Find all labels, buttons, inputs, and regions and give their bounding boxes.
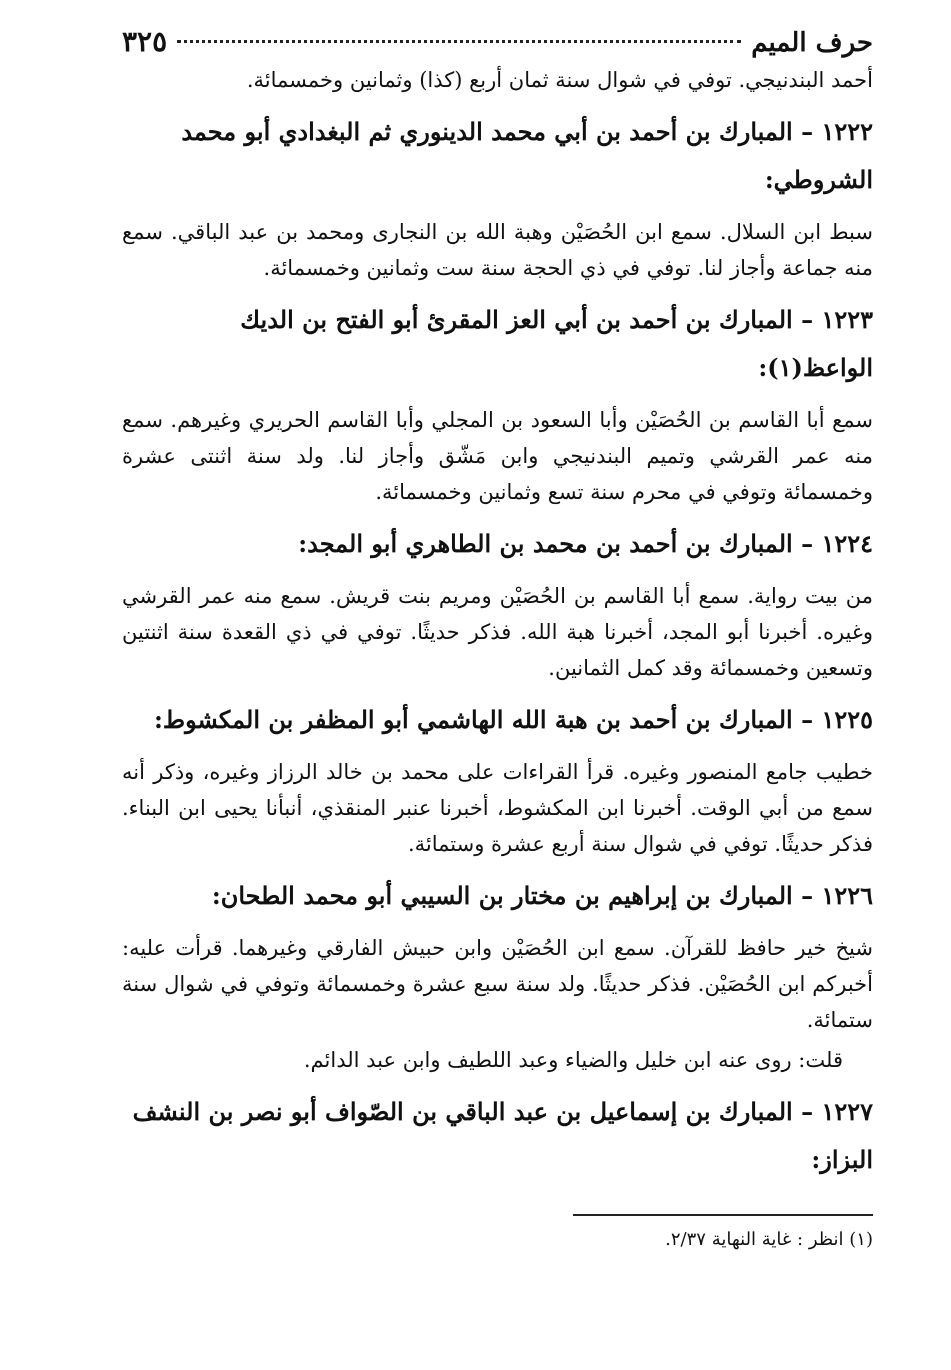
entry-body-1226: شيخ خير حافظ للقرآن. سمع ابن الحُصَيْن وابن حبيش الفارقي وغيرهما. قرأت عليه: أخبركم ابن الحُصَيْن. فذكر حديثًا. ولد سنة سبع عشرة وخمسمائة وتوفي في شوال سنة ستمائة. [122, 936, 873, 1032]
entry-heading-1227: ١٢٢٧ – المبارك بن إسماعيل بن عبد الباقي بن الصّواف أبو نصر بن النشف البزاز: [132, 1097, 873, 1174]
entry-note-1226: قلت: روى عنه ابن خليل والضياء وعبد اللطيف وابن عبد الدائم. [303, 1048, 843, 1072]
chapter-title: حرف الميم [751, 28, 873, 58]
running-header [122, 22, 873, 62]
entry-heading-1222: ١٢٢٢ – المبارك بن أحمد بن أبي محمد الدينوري ثم البغدادي أبو محمد الشروطي: [181, 117, 873, 194]
leader-dots [177, 40, 741, 43]
footnote-divider [573, 1214, 873, 1216]
intro-line: أحمد البندنيجي. توفي في شوال سنة ثمان أربع (كذا) وثمانين وخمسمائة. [246, 68, 873, 92]
entry-heading-1226: ١٢٢٦ – المبارك بن إبراهيم بن مختار بن السيبي أبو محمد الطحان: [211, 881, 873, 910]
entry-body-1224: من بيت رواية. سمع أبا القاسم بن الحُصَيْن ومريم بنت قريش. سمع منه عمر القرشي وغيره. أخبرنا أبو المجد، أخبرنا هبة الله. فذكر حديثًا. توفي في ذي القعدة سنة اثنتين وتسعين وخمسمائة وقد كمل الثمانين. [122, 584, 873, 680]
entry-body-1223: سمع أبا القاسم بن الحُصَيْن وأبا السعود بن المجلي وأبا القاسم الحريري وغيرهم. سمع منه عمر القرشي وتميم البندنيجي وابن مَشّق وأجاز لنا. ولد سنة اثنتى عشرة وخمسمائة وتوفي في محرم سنة تسع وثمانين وخمسمائة. [122, 408, 873, 504]
entry-heading-1225: ١٢٢٥ – المبارك بن أحمد بن هبة الله الهاشمي أبو المظفر بن المكشوط: [154, 705, 873, 734]
entry-heading-1223: ١٢٢٣ – المبارك بن أحمد بن أبي العز المقرئ أبو الفتح بن الديك الواعظ(١): [240, 305, 873, 382]
page-number: ٣٢٥ [122, 25, 168, 58]
entry-heading-1224: ١٢٢٤ – المبارك بن أحمد بن محمد بن الطاهري أبو المجد: [298, 529, 873, 558]
entry-body-1225: خطيب جامع المنصور وغيره. قرأ القراءات على محمد بن خالد الرزاز وغيره، وذكر أنه سمع من أبي الوقت. أخبرنا ابن المكشوط، أخبرنا عنبر المنقذي، أنبأنا يحيى ابن البناء. فذكر حديثًا. توفي في شوال سنة أربع عشرة وستمائة. [122, 760, 873, 856]
footnote: (١) انظر : غاية النهاية ٢/٣٧. [665, 1229, 873, 1250]
entry-body-1222: سبط ابن السلال. سمع ابن الحُصَيْن وهبة الله بن النجارى ومحمد بن عبد الباقي. سمع منه جماعة وأجاز لنا. توفي في ذي الحجة سنة ست وثمانين وخمسمائة. [122, 220, 873, 280]
